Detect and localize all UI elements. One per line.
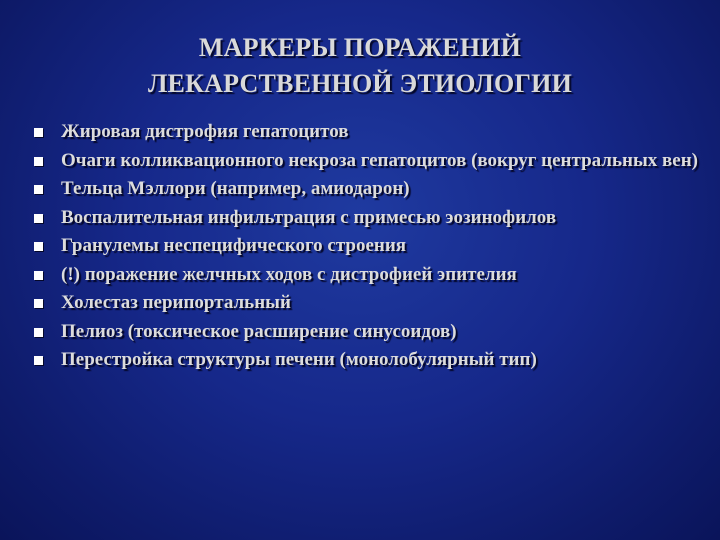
bullet-text: Воспалительная инфильтрация с примесью эозинофилов bbox=[61, 206, 557, 228]
bullet-item bbox=[34, 318, 704, 347]
bullet-list bbox=[34, 118, 704, 375]
slide-title-line-2: ЛЕКАРСТВЕННОЙ ЭТИОЛОГИИ bbox=[147, 69, 573, 98]
bullet-item bbox=[34, 118, 704, 147]
bullet-text: Жировая дистрофия гепатоцитов bbox=[61, 121, 349, 142]
bullet-text: Холестаз перипортальный bbox=[61, 292, 291, 313]
bullet-text: Перестройка структуры печени (монолобулярный тип) bbox=[61, 349, 537, 370]
bullet-text: Очаги колликвационного некроза гепатоцитов (вокруг центральных вен) bbox=[61, 149, 699, 171]
square-bullet-icon bbox=[34, 328, 43, 337]
slide-title bbox=[0, 30, 720, 102]
bullet-item bbox=[34, 346, 704, 375]
bullet-item bbox=[34, 232, 704, 261]
square-bullet-icon bbox=[34, 157, 43, 166]
bullet-item bbox=[34, 289, 704, 318]
square-bullet-icon bbox=[34, 185, 43, 194]
slide-title-line-1: МАРКЕРЫ ПОРАЖЕНИЙ bbox=[198, 33, 522, 62]
square-bullet-icon bbox=[34, 356, 43, 365]
square-bullet-icon bbox=[34, 242, 43, 251]
bullet-item bbox=[34, 204, 704, 233]
square-bullet-icon bbox=[34, 214, 43, 223]
bullet-text: Гранулемы неспецифического строения bbox=[61, 235, 407, 256]
bullet-text: Пелиоз (токсическое расширение синусоидов) bbox=[61, 320, 457, 342]
bullet-item bbox=[34, 175, 704, 204]
bullet-item bbox=[34, 147, 704, 176]
square-bullet-icon bbox=[34, 271, 43, 280]
bullet-text: Тельца Мэллори (например, амиодарон) bbox=[61, 178, 410, 199]
bullet-text: (!) поражение желчных ходов с дистрофией эпителия bbox=[61, 263, 517, 285]
square-bullet-icon bbox=[34, 299, 43, 308]
square-bullet-icon bbox=[34, 128, 43, 137]
bullet-item bbox=[34, 261, 704, 290]
